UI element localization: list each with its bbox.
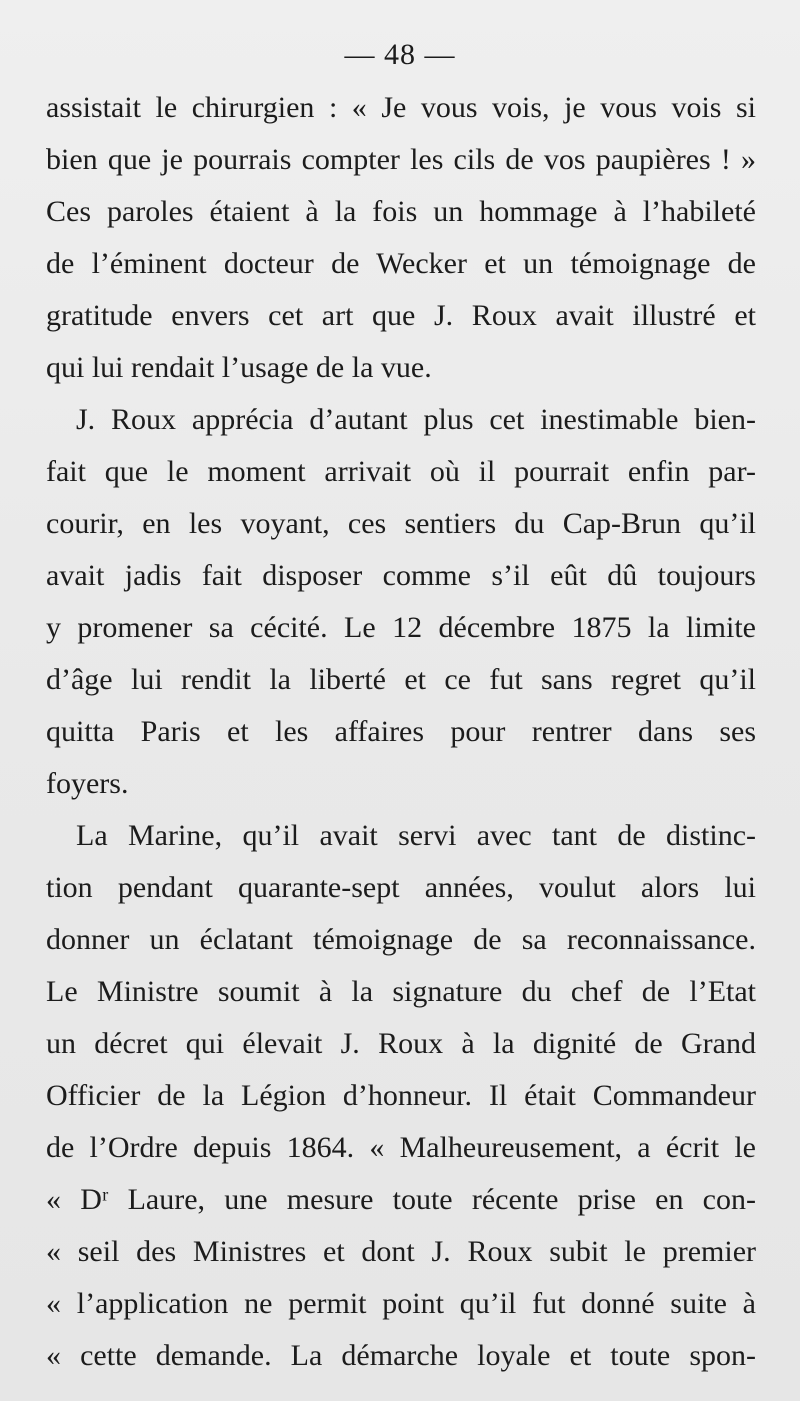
text-line: foyers. xyxy=(46,767,129,800)
text-line: courir, en les voyant, ces sentiers du Cap-Brun qu’il xyxy=(46,507,756,540)
text-line: « Dʳ Laure, une mesure toute récente prise en con- xyxy=(46,1183,756,1216)
text-line: J. Roux apprécia d’autant plus cet inestimable bien- xyxy=(76,403,756,436)
text-line: d’âge lui rendit la liberté et ce fut sans regret qu’il xyxy=(46,663,756,696)
text-line: de l’Ordre depuis 1864. « Malheureusement, a écrit le xyxy=(46,1131,756,1164)
text-line: Le Ministre soumit à la signature du chef de l’Etat xyxy=(46,975,756,1008)
text-line: donner un éclatant témoignage de sa reconnaissance. xyxy=(46,923,756,956)
text-line: Officier de la Légion d’honneur. Il était Commandeur xyxy=(46,1079,756,1112)
text-line: de l’éminent docteur de Wecker et un témoignage de xyxy=(46,247,756,280)
text-line: gratitude envers cet art que J. Roux avait illustré et xyxy=(46,299,756,332)
text-line: Ces paroles étaient à la fois un hommage à l’habileté xyxy=(46,195,756,228)
text-line: La Marine, qu’il avait servi avec tant de distinc- xyxy=(76,819,756,852)
text-line: avait jadis fait disposer comme s’il eût dû toujours xyxy=(46,559,756,592)
page-number: — 48 — xyxy=(344,38,456,71)
text-line: y promener sa cécité. Le 12 décembre 1875 la limite xyxy=(46,611,756,644)
text-line: bien que je pourrais compter les cils de vos paupières ! » xyxy=(46,143,756,176)
text-line: quitta Paris et les affaires pour rentrer dans ses xyxy=(46,715,756,748)
text-line: un décret qui élevait J. Roux à la dignité de Grand xyxy=(46,1027,756,1060)
text-line: qui lui rendait l’usage de la vue. xyxy=(46,351,432,384)
text-line: fait que le moment arrivait où il pourrait enfin par- xyxy=(46,455,756,488)
text-line: assistait le chirurgien : « Je vous vois, je vous vois si xyxy=(46,91,756,124)
text-line: tion pendant quarante-sept années, voulut alors lui xyxy=(46,871,756,904)
text-line: « seil des Ministres et dont J. Roux subit le premier xyxy=(46,1235,756,1268)
text-line: « cette demande. La démarche loyale et toute spon- xyxy=(46,1339,756,1372)
body-text xyxy=(46,82,756,1382)
text-line: « l’application ne permit point qu’il fut donné suite à xyxy=(46,1287,756,1320)
